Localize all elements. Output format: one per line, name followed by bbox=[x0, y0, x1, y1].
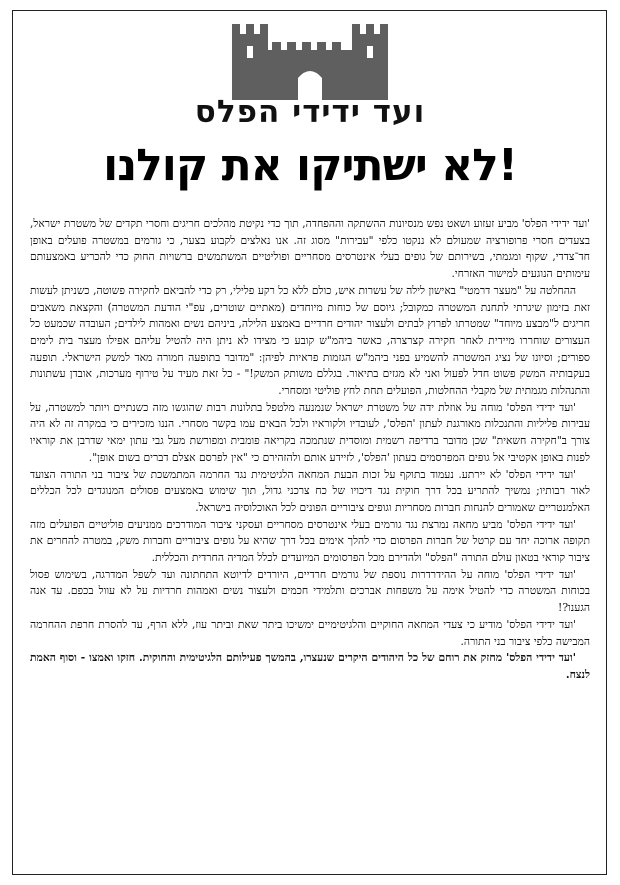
paragraph: 'ועד ידידי הפלס' מוחה על אוזלת ידה של משטרת ישראל שנמנעה מלטפל בתלונות רבות שהוגשו מזה כשנתיים ויותר למשטרה, על עבירות פליליות והתנכלות מאורגנת לעתון 'הפלס', לעובדיו ולקוראיו ולכל הבאים עמו בקשר מסחרי. הננו מזכירים כי במקרה זה לא היה צורך ב"חקירה חשאית" שכן מדובר ברדיפה רשמית ומוסדית שנתמכה בקריאה פומבית ומפורשת מעל גבי עתון ימאי שדרבן את קוראיו לפנות באופן אקטיבי אל גופים המפרסמים בעתון 'הפלס', לזיידע אותם ולהזהירם כי "אין לפרסם אצלם דברים בשום אופן". bbox=[30, 400, 590, 464]
paragraph: 'ועד ידידי הפלס' מחזק את רוחם של כל היהודים היקרים שנעצרו, בהמשך פעילותם הלגיטימית והחוקית. חזקו ואמצו - וסוף האמת לנצח. bbox=[30, 651, 590, 681]
castle-icon bbox=[232, 20, 388, 100]
paragraph: 'ועד ידידי הפלס' מודיע כי צעדי המחאה החוקיים והלגיטימיים ימשיכו ביתר שאת וביתר עוז, ללא הרף, עד להסרת חרפת ההחרמה המבישה כלפי ציבור בני התורה. bbox=[30, 617, 590, 648]
paragraph: 'ועד ידידי הפלס' מביע מחאה נמרצת נגד גורמים בעלי אינטרסים מסחריים ועסקני ציבור המודרכים ממניעים פוליטיים הפועלים מזה תקופה ארוכה יחד עם קרטל של חברות הפרסום כדי להלך אימים בכל דרך שהיא על גופים ציבוריים וחברות משק, במטרה להחרים את ציבור קוראי בטאון עולם התורה "הפלס" ולהדירם מכל הפרסומים המיועדים לכלל המדיה החרדית והכללית. bbox=[30, 517, 590, 565]
paragraph: 'ועד ידידי הפלס' לא יירתע. נעמוד בתוקף על זכות הבעת המחאה הלגיטימית נגד החרמה המתמשכת של ציבור בני התורה הצועד לאור רבותיו; נמשיך להתריע בכל דרך חוקית נגד דיכויו של כח צרכני גדול, תוך שימוש באמצעים פסולים המנוגדים לכל הכללים האלמנטריים שאמורים להנחות חברות מסחריות וגופים ציבוריים הפונים לכל האוכלוסיה בישראל. bbox=[30, 467, 590, 514]
statement-body bbox=[30, 216, 590, 684]
headline: לא ישתיקו את קולנו! bbox=[103, 140, 517, 191]
paragraph: 'ועד ידידי הפלס' מוחה על ההידרדרות נוספת של גורמים חרדיים, היורדים לדיוטא התחתונה ועד לשפל המדרגה, בשימוש פסול בכוחות המשטרה כדי להטיל אימה על משפחות אברכים ותלמידי חכמים ולעצור נשים ואמהות חרדיות על לא עוול בכפם. עד אנה הגענו?! bbox=[30, 567, 590, 615]
organization-name: ועד ידידי הפלס bbox=[194, 94, 426, 130]
paragraph: ההחלטה על "מעצר דרמטי" באישון לילה של עשרות איש, כולם ללא כל רקע פלילי, רק כדי להביאם לחקירה פשוטה, כשניתן לעשות זאת בזימון שיגרתי לתחנת המשטרה כמקובל; גיוסם של כוחות מיוחדים (מאתיים שוטרים, עפ"י הודעת המשטרה) והקצאת משאבים חריגים ל"מבצע מיוחד" שמטרתו לפרוץ לבתים ולעצור יהודים חרדיים באמצע הלילה, ביניהם נשים ואמהות לילדים; העובדה שכמעט כל העצורים שוחררו מיידית לאחר חקירה קצרצרה, כאשר ביהמ"ש קובע כי מצידו לא ניתן היה להטיל עליהם אפילו מעצר בית לימים ספורים; וסיונו של נציג המשטרה להשמיע בפני ביהמ"ש הגזמות פראיות לפיהן: "מדובר בתופעה חמורה מאד למשק הישראלי. תופעה בעקבותיה המשק פשוט חדל לפעול ואני לא מגזים בתיאור. בגללם משותק המשק!" - כל זאת מעיד על טירוף מערכות, אובדן עשתונות והתנהלות מגמתית של מקבלי ההחלטות, הפועלים תחת לחץ פוליטי ומסחרי. bbox=[30, 283, 590, 398]
paragraph: 'ועד ידידי הפלס' מביע זעזוע ושאט נפש מנסיונות ההשתקה וההפחדה, תוך כדי נקיטת מהלכים חריגים וחסרי תקדים של משטרת ישראל, בצעדים חסרי פרופורציה שמעולם לא ננקטו כלפי "עבירות" מסוג זה. אנו נאלצים לקבוע בצער, כי גורמים במשטרה פועלים באופן חד־צדדי, שקוף ומגמתי, בשירותם של גופים בעלי אינטרסים מסחריים ופוליטיים המשתמשים ברשויות החוק כדי להכריע באמצעותם עימותים הנוגעים למישור האזרחי. bbox=[30, 217, 590, 281]
